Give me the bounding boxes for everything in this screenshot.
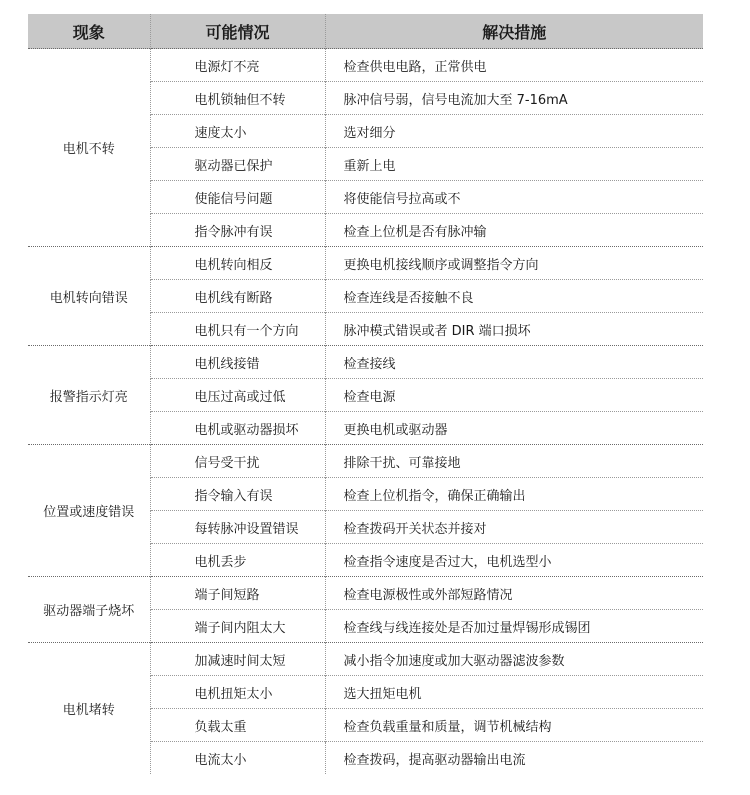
header-row (28, 14, 703, 49)
header-fix: 解决措施 (325, 14, 703, 49)
symptom-cell: 电机不转 (28, 49, 150, 247)
cause-cell: 电机丢步 (150, 544, 325, 577)
table-row (28, 346, 703, 379)
symptom-cell: 驱动器端子烧坏 (28, 577, 150, 643)
cause-cell: 每转脉冲设置错误 (150, 511, 325, 544)
table-row (28, 445, 703, 478)
fix-cell: 更换电机接线顺序或调整指令方向 (325, 247, 703, 280)
table-row (28, 577, 703, 610)
fix-cell: 检查上位机指令，确保正确输出 (325, 478, 703, 511)
fix-cell: 检查电源 (325, 379, 703, 412)
cause-cell: 驱动器已保护 (150, 148, 325, 181)
fix-cell: 重新上电 (325, 148, 703, 181)
symptom-cell: 电机堵转 (28, 643, 150, 775)
fix-cell: 检查供电电路，正常供电 (325, 49, 703, 82)
fix-cell: 检查拨码开关状态并接对 (325, 511, 703, 544)
cause-cell: 端子间短路 (150, 577, 325, 610)
symptom-cell: 位置或速度错误 (28, 445, 150, 577)
table-row (28, 247, 703, 280)
cause-cell: 指令输入有误 (150, 478, 325, 511)
cause-cell: 电压过高或过低 (150, 379, 325, 412)
cause-cell: 电流太小 (150, 742, 325, 775)
fix-cell: 检查指令速度是否过大，电机选型小 (325, 544, 703, 577)
cause-cell: 信号受干扰 (150, 445, 325, 478)
cause-cell: 电机线接错 (150, 346, 325, 379)
table-row (28, 49, 703, 82)
fix-cell: 将使能信号拉高或不 (325, 181, 703, 214)
cause-cell: 负载太重 (150, 709, 325, 742)
fix-cell: 脉冲信号弱，信号电流加大至 7-16mA (325, 82, 703, 115)
cause-cell: 速度太小 (150, 115, 325, 148)
fix-cell: 减小指令加速度或加大驱动器滤波参数 (325, 643, 703, 676)
cause-cell: 电机转向相反 (150, 247, 325, 280)
cause-cell: 指令脉冲有误 (150, 214, 325, 247)
fix-cell: 检查连线是否接触不良 (325, 280, 703, 313)
header-cause: 可能情况 (150, 14, 325, 49)
cause-cell: 端子间内阻太大 (150, 610, 325, 643)
symptom-cell: 报警指示灯亮 (28, 346, 150, 445)
cause-cell: 电机扭矩太小 (150, 676, 325, 709)
header-symptom: 现象 (28, 14, 150, 49)
symptom-cell: 电机转向错误 (28, 247, 150, 346)
fix-cell: 排除干扰、可靠接地 (325, 445, 703, 478)
table-body (28, 49, 703, 775)
cause-cell: 电源灯不亮 (150, 49, 325, 82)
fix-cell: 选对细分 (325, 115, 703, 148)
cause-cell: 使能信号问题 (150, 181, 325, 214)
fix-cell: 检查负载重量和质量，调节机械结构 (325, 709, 703, 742)
fix-cell: 检查上位机是否有脉冲输 (325, 214, 703, 247)
cause-cell: 电机或驱动器损坏 (150, 412, 325, 445)
cause-cell: 电机只有一个方向 (150, 313, 325, 346)
cause-cell: 电机锁轴但不转 (150, 82, 325, 115)
fix-cell: 检查线与线连接处是否加过量焊锡形成锡团 (325, 610, 703, 643)
table-row (28, 643, 703, 676)
cause-cell: 电机线有断路 (150, 280, 325, 313)
cause-cell: 加减速时间太短 (150, 643, 325, 676)
fix-cell: 选大扭矩电机 (325, 676, 703, 709)
troubleshooting-table (28, 14, 703, 774)
fix-cell: 检查电源极性或外部短路情况 (325, 577, 703, 610)
fix-cell: 检查接线 (325, 346, 703, 379)
fix-cell: 检查拨码，提高驱动器输出电流 (325, 742, 703, 775)
fix-cell: 更换电机或驱动器 (325, 412, 703, 445)
fix-cell: 脉冲模式错误或者 DIR 端口损坏 (325, 313, 703, 346)
